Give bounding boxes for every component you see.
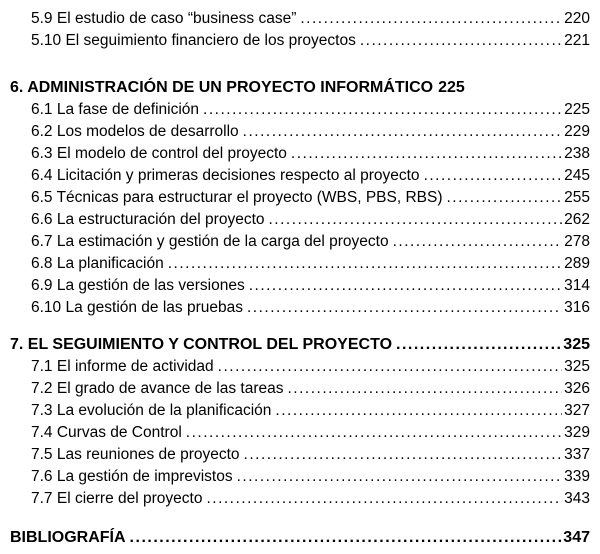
toc-entry-label: 6.1 La fase de definición [31,101,200,118]
dot-leader [300,8,562,30]
toc-entry-label: 5.10 El seguimiento financiero de los proyectos [31,32,356,49]
dot-leader [237,466,563,488]
toc-entry [31,378,590,400]
toc-entry [31,121,590,143]
toc-entry-page-number: 229 [564,123,590,140]
toc-entry-label: 7.5 Las reuniones de proyecto [31,446,240,463]
toc-entry-label: 7.6 La gestión de imprevistos [31,468,233,485]
toc-entry [31,444,590,466]
dot-leader [275,400,562,422]
toc-entry [31,209,590,231]
toc-entry-label: 6.6 La estructuración del proyecto [31,211,265,228]
toc-entry [31,99,590,121]
dot-leader [269,209,563,231]
toc-section [10,334,590,510]
toc-entry-label: 7.3 La evolución de la planificación [31,402,272,419]
toc-entry [31,275,590,297]
toc-entry [31,466,590,488]
toc-entry [31,30,590,52]
toc-entry [31,253,590,275]
dot-leader [424,165,563,187]
toc-chapter-heading [10,77,590,99]
toc-entry-page-number: 326 [564,380,590,397]
toc-entry-page-number: 278 [564,233,590,250]
dot-leader [287,378,562,400]
toc-chapter-heading-label: 6. ADMINISTRACIÓN DE UN PROYECTO INFORMÁTICO [10,79,434,96]
toc-entry-label: 6.5 Técnicas para estructurar el proyecto (WBS, PBS, RBS) [31,189,443,206]
toc-entry-page-number: 329 [564,424,590,441]
toc-entry-page-number: 327 [564,402,590,419]
toc-entry-page-number: 245 [564,167,590,184]
table-of-contents [10,8,590,549]
toc-entry-page-number: 221 [564,32,590,49]
toc-entry-page-number: 225 [564,101,590,118]
toc-entry-label: 7.4 Curvas de Control [31,424,182,441]
toc-entry [31,165,590,187]
toc-entry [31,400,590,422]
toc-entry-label: 5.9 El estudio de caso “business case” [31,10,297,27]
toc-entry-label: 6.8 La planificación [31,255,164,272]
toc-chapter-heading [10,527,590,549]
toc-entry-page-number: 325 [564,358,590,375]
dot-leader [244,444,563,466]
toc-entry-page-number: 289 [564,255,590,272]
toc-entry [31,143,590,165]
toc-chapter-page-number: 325 [563,336,590,353]
toc-entry-label: 7.2 El grado de avance de las tareas [31,380,284,397]
dot-leader [203,99,562,121]
toc-entry-label: 6.3 El modelo de control del proyecto [31,145,287,162]
dot-leader [218,356,562,378]
dot-leader [360,30,562,52]
toc-entry [31,297,590,319]
toc-entry-label: 6.4 Licitación y primeras decisiones respecto al proyecto [31,167,420,184]
toc-entry [31,187,590,209]
toc-entry-label: 6.7 La estimación y gestión de la carga del proyecto [31,233,389,250]
toc-entry [31,8,590,30]
toc-chapter-heading-label: BIBLIOGRAFÍA [10,529,126,546]
dot-leader [249,275,562,297]
dot-leader [393,231,563,253]
toc-entry [31,422,590,444]
toc-entry-label: 6.2 Los modelos de desarrollo [31,123,239,140]
toc-entry [31,488,590,510]
dot-leader [446,187,562,209]
toc-chapter-heading-label: 7. EL SEGUIMIENTO Y CONTROL DEL PROYECTO [10,336,393,353]
toc-entry-label: 7.1 El informe de actividad [31,358,214,375]
toc-chapter-page-number: 225 [438,79,465,96]
toc-entry-page-number: 316 [564,299,590,316]
toc-entry-label: 6.10 La gestión de las pruebas [31,299,243,316]
dot-leader [396,334,561,356]
toc-entry-page-number: 339 [564,468,590,485]
dot-leader [291,143,562,165]
toc-entry-page-number: 262 [564,211,590,228]
toc-entry-page-number: 343 [564,490,590,507]
toc-entry [31,356,590,378]
toc-entry-page-number: 337 [564,446,590,463]
toc-section [10,527,590,549]
toc-entry-label: 6.9 La gestión de las versiones [31,277,245,294]
toc-entry-page-number: 255 [564,189,590,206]
toc-section [10,8,590,52]
toc-entry-page-number: 220 [564,10,590,27]
toc-chapter-heading [10,334,590,356]
dot-leader [130,527,562,549]
toc-entry-page-number: 314 [564,277,590,294]
toc-entry-page-number: 238 [564,145,590,162]
toc-entry-label: 7.7 El cierre del proyecto [31,490,203,507]
toc-section [10,77,590,319]
dot-leader [168,253,562,275]
dot-leader [186,422,562,444]
dot-leader [247,297,562,319]
toc-chapter-page-number: 347 [563,529,590,546]
dot-leader [206,488,562,510]
toc-entry [31,231,590,253]
dot-leader [243,121,562,143]
